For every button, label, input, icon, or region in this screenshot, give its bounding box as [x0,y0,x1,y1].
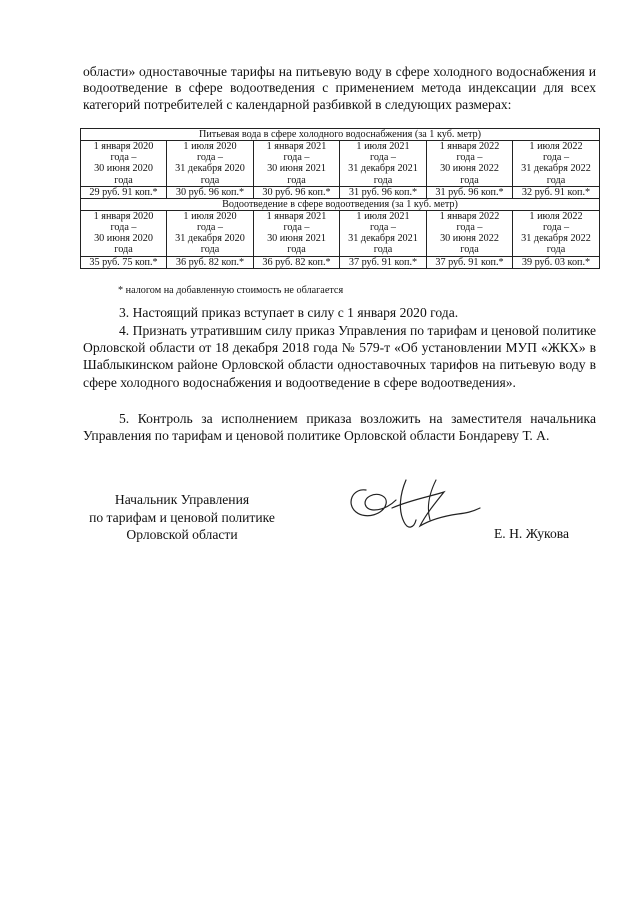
period-line: 31 декабря 2020 [175,233,245,245]
period-line: года – [369,222,397,234]
tariff-table [80,128,600,269]
signatory-line-2: по тарифам и ценовой политике [89,509,275,525]
water-period-cell [254,141,340,187]
water-period-cell [340,141,427,187]
period-line: 1 января 2021 [266,210,327,222]
water-title-row [81,129,600,141]
sewer-price-cell: 39 руб. 03 коп.* [513,256,600,268]
period-line: 30 июня 2021 [267,163,326,175]
period-line: года [460,244,479,256]
sewer-price-cell: 37 руб. 91 коп.* [340,256,427,268]
signatory-title [80,491,284,544]
period-line: года – [456,152,483,164]
signatory-name: Е. Н. Жукова [494,526,570,541]
period-line: года [287,244,306,256]
sewer-price-cell: 36 руб. 82 коп.* [167,256,254,268]
period-line: 30 июня 2020 [94,233,153,245]
period-line: года [373,174,393,186]
paragraph-4-text: 4. Признать утратившим силу приказ Управления по тарифам и ценовой политике Орловской области от 18 декабря 2018 года № 579-т «Об установлении МУП «ЖКХ» в Шаблыкинском районе Орловской области одноставочных тарифов на питьевую воду в сфере холодного водоснабжения и водоотведение в сфере водоотведения». [83,323,596,390]
period-line: 31 декабря 2022 [521,163,591,175]
water-price-cell: 30 руб. 96 коп.* [167,186,254,198]
period-line: года – [542,222,570,234]
sewer-period-cell [340,210,427,256]
water-section-title: Питьевая вода в сфере холодного водоснабжения (за 1 куб. метр) [81,129,600,141]
signatory-line-1: Начальник Управления [114,492,250,507]
sewer-title-row [81,198,600,210]
period-line: 30 июня 2022 [440,163,499,175]
paragraph-3 [83,304,596,321]
period-line: 1 июля 2022 [529,210,583,222]
paragraph-4 [83,322,596,391]
period-line: 30 июня 2021 [267,233,326,245]
period-line: года – [110,222,137,234]
period-line: года – [283,152,310,164]
period-line: года [114,174,133,186]
water-price-cell: 32 руб. 91 коп.* [513,186,600,198]
sewer-period-cell [167,210,254,256]
water-period-cell [81,141,167,187]
period-line: 1 июля 2020 [183,210,237,222]
period-line: года – [456,222,483,234]
period-line: года – [283,222,310,234]
water-period-cell [513,141,600,187]
sewer-period-cell [513,210,600,256]
water-price-cell: 30 руб. 96 коп.* [254,186,340,198]
sewer-section-title: Водоотведение в сфере водоотведения (за 1 куб. метр) [81,198,600,210]
period-line: 30 июня 2020 [94,163,153,175]
sewer-price-cell: 36 руб. 82 коп.* [254,256,340,268]
sewer-period-cell [81,210,167,256]
water-price-cell: 29 руб. 91 коп.* [81,186,167,198]
water-price-cell: 31 руб. 96 коп.* [340,186,427,198]
period-line: года – [196,222,224,234]
period-line: 1 января 2022 [439,210,500,222]
period-line: года – [369,152,397,164]
period-line: 1 января 2020 [93,210,154,222]
water-period-cell [427,141,513,187]
paragraph-3-text: 3. Настоящий приказ вступает в силу с 1 января 2020 года. [119,305,459,320]
intro-paragraph: области» одноставочные тарифы на питьевую воду в сфере холодного водоснабжения и водоотведение в сфере водоотведения с применением метода индексации для всех категорий потребителей с календарной разбивкой в следующих размерах: [83,64,596,112]
water-price-cell: 31 руб. 96 коп.* [427,186,513,198]
period-line: года [200,174,220,186]
period-line: 1 июля 2021 [356,141,410,152]
period-line: года [373,244,393,256]
period-line: года [546,174,566,186]
period-line: года [460,174,479,186]
water-period-cell [167,141,254,187]
sewer-period-cell [254,210,340,256]
sewer-price-cell: 37 руб. 91 коп.* [427,256,513,268]
paragraph-5-text: 5. Контроль за исполнением приказа возложить на заместителя начальника Управления по тарифам и ценовой политике Орловской области Бондареву Т. А. [83,411,596,444]
period-line: года – [196,152,224,164]
period-line: 1 июля 2021 [356,210,410,222]
period-line: 31 декабря 2021 [348,163,418,175]
sewer-period-row [81,210,600,256]
signatory-line-3: Орловской области [126,527,238,543]
period-line: года – [110,152,137,164]
period-line: 1 января 2022 [439,141,500,152]
period-line: года [114,244,133,256]
period-line: года [287,174,306,186]
period-line: 31 декабря 2022 [521,233,591,245]
period-line: 1 января 2021 [266,141,327,152]
sewer-price-row [81,256,600,268]
water-price-row [81,186,600,198]
period-line: 1 июля 2022 [529,141,583,152]
period-line: 31 декабря 2021 [348,233,418,245]
water-period-row [81,141,600,187]
sewer-price-cell: 35 руб. 75 коп.* [81,256,167,268]
period-line: 1 июля 2020 [183,141,237,152]
paragraph-5 [83,410,596,444]
period-line: 31 декабря 2020 [175,163,245,175]
period-line: 1 января 2020 [93,141,154,152]
period-line: года [200,244,220,256]
handwritten-signature [340,470,490,540]
sewer-period-cell [427,210,513,256]
period-line: года – [542,152,570,164]
vat-footnote: * налогом на добавленную стоимость не облагается [118,285,344,296]
period-line: 30 июня 2022 [440,233,499,245]
period-line: года [546,244,566,256]
